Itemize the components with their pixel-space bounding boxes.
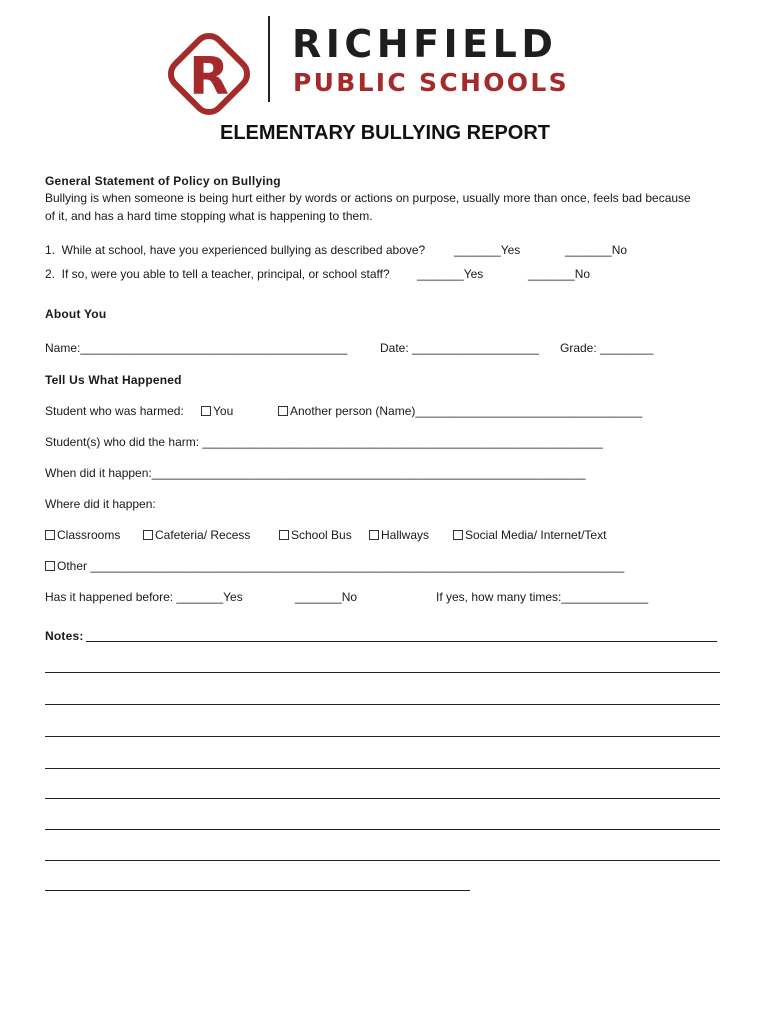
location-label: Hallways xyxy=(381,528,430,542)
location-cafeteria[interactable] xyxy=(143,528,250,542)
policy-heading: General Statement of Policy on Bullying xyxy=(45,174,281,188)
notes-line[interactable] xyxy=(45,798,720,799)
option-you-label: You xyxy=(213,404,234,418)
checkbox-icon[interactable] xyxy=(143,530,153,540)
notes-line[interactable] xyxy=(45,736,720,737)
checkbox-icon[interactable] xyxy=(45,561,55,571)
option-another-person[interactable] xyxy=(278,404,642,418)
location-label: Cafeteria/ Recess xyxy=(155,528,251,542)
location-social-media[interactable] xyxy=(453,528,606,542)
question-2-yes[interactable]: _______Yes xyxy=(417,267,484,281)
happened-heading: Tell Us What Happened xyxy=(45,373,182,387)
checkbox-icon[interactable] xyxy=(201,406,211,416)
option-you[interactable] xyxy=(201,404,233,418)
location-hallways[interactable] xyxy=(369,528,429,542)
question-2-no[interactable]: _______No xyxy=(528,267,591,281)
when-field[interactable]: When did it happen:_________________________________________________________________ xyxy=(45,466,586,480)
checkbox-icon[interactable] xyxy=(453,530,463,540)
notes-line[interactable] xyxy=(45,704,720,705)
school-logo xyxy=(150,6,250,106)
checkbox-icon[interactable] xyxy=(45,530,55,540)
notes-line[interactable] xyxy=(45,829,720,830)
location-other[interactable] xyxy=(45,559,624,573)
policy-text-line1: Bullying is when someone is being hurt either by words or actions on purpose, usually more than once, feels bad because xyxy=(45,191,691,205)
notes-line[interactable] xyxy=(45,860,720,861)
grade-field[interactable]: Grade: ________ xyxy=(560,341,654,355)
where-label: Where did it happen: xyxy=(45,497,156,511)
location-label: School Bus xyxy=(291,528,352,542)
happened-before-yes[interactable]: Has it happened before: _______Yes xyxy=(45,590,243,604)
how-many-times-field[interactable]: If yes, how many times:_____________ xyxy=(436,590,649,604)
notes-line[interactable] xyxy=(86,641,717,642)
question-1-no[interactable]: _______No xyxy=(565,243,628,257)
location-classrooms[interactable] xyxy=(45,528,120,542)
policy-text-line2: of it, and has a hard time stopping what is happening to them. xyxy=(45,209,373,223)
logo-letter: R xyxy=(188,47,229,107)
question-2: 2. If so, were you able to tell a teacher, principal, or school staff? xyxy=(45,267,390,281)
about-heading: About You xyxy=(45,307,107,321)
question-1-yes[interactable]: _______Yes xyxy=(454,243,521,257)
who-did-harm-field[interactable]: Student(s) who did the harm: ____________________________________________________________ xyxy=(45,435,603,449)
name-field[interactable]: Name:________________________________________ xyxy=(45,341,348,355)
location-bus[interactable] xyxy=(279,528,352,542)
logo-emblem-icon xyxy=(159,24,259,124)
location-label: Classrooms xyxy=(57,528,121,542)
checkbox-icon[interactable] xyxy=(278,406,288,416)
page-title: ELEMENTARY BULLYING REPORT xyxy=(219,122,551,144)
option-another-label: Another person (Name)__________________________________ xyxy=(290,404,643,418)
notes-line[interactable] xyxy=(45,768,720,769)
harmed-label: Student who was harmed: xyxy=(45,404,184,418)
checkbox-icon[interactable] xyxy=(279,530,289,540)
other-label: Other ________________________________________________________________________________ xyxy=(57,559,625,573)
question-1: 1. While at school, have you experienced bullying as described above? xyxy=(45,243,426,257)
notes-label: Notes: xyxy=(45,629,84,643)
date-field[interactable]: Date: ___________________ xyxy=(380,341,539,355)
notes-line[interactable] xyxy=(45,672,720,673)
brand-name: RICHFIELD xyxy=(292,22,558,66)
happened-before-no[interactable]: _______No xyxy=(295,590,358,604)
logo-divider xyxy=(268,16,270,102)
location-label: Social Media/ Internet/Text xyxy=(465,528,607,542)
checkbox-icon[interactable] xyxy=(369,530,379,540)
notes-line[interactable] xyxy=(45,890,470,891)
brand-subtitle: PUBLIC SCHOOLS xyxy=(293,68,569,97)
